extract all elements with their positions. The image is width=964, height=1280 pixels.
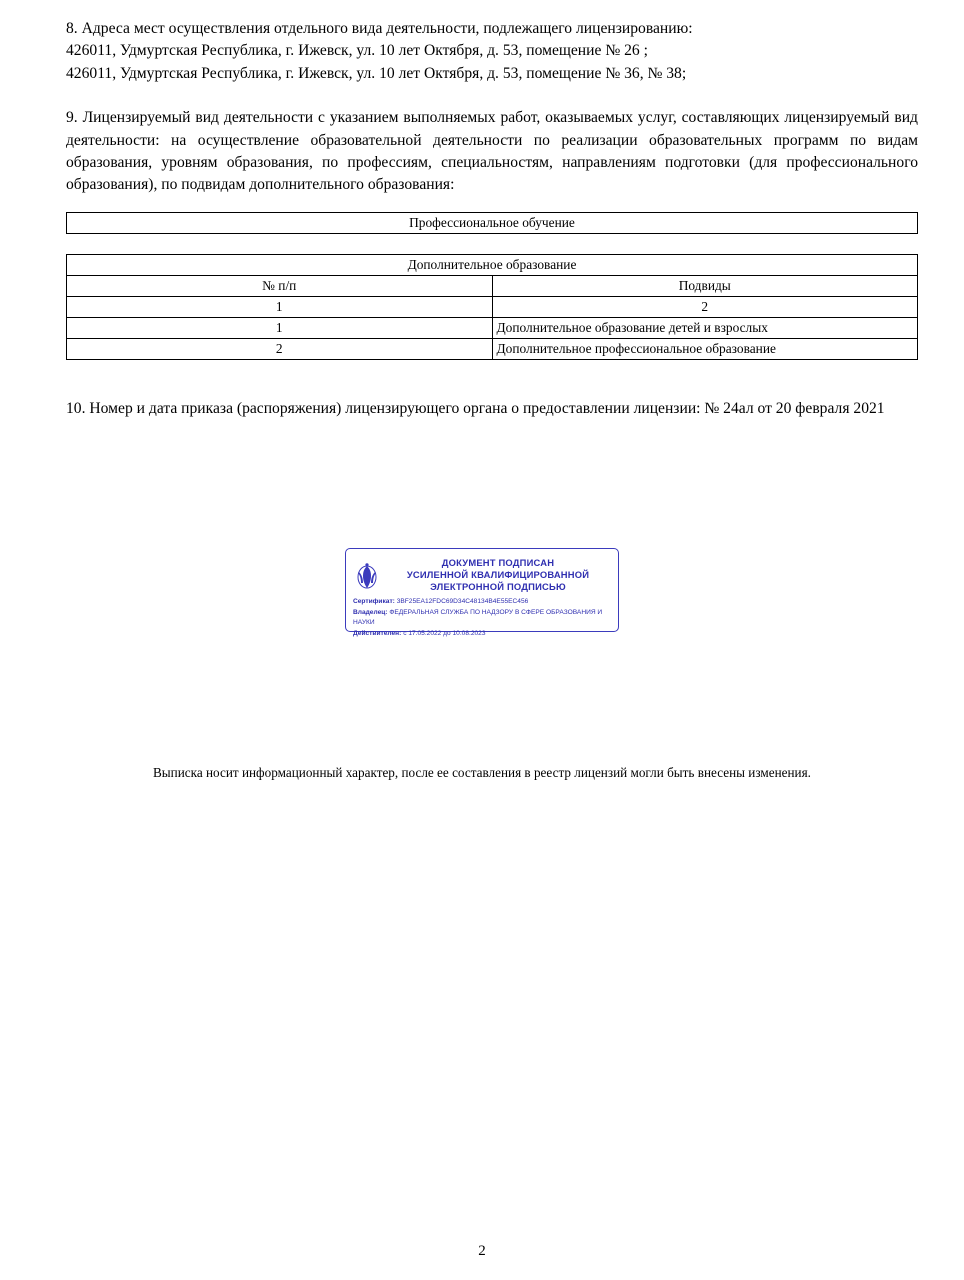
section-10-text: 10. Номер и дата приказа (распоряжения) лицензирующего органа о предоставлении лицензии: № 24ал от 20 февраля 2021: [66, 399, 885, 417]
row-2-number: 2: [67, 338, 493, 359]
row-1-number: 1: [67, 317, 493, 338]
signature-owner-label: Владелец:: [353, 608, 388, 616]
column-number-1: 1: [67, 296, 493, 317]
column-header-subtypes: Подвиды: [492, 275, 918, 296]
signature-details: [353, 597, 615, 639]
row-2-name: Дополнительное профессиональное образование: [492, 338, 918, 359]
column-header-number: № п/п: [67, 275, 493, 296]
signature-owner-value: ФЕДЕРАЛЬНАЯ СЛУЖБА ПО НАДЗОРУ В СФЕРЕ ОБРАЗОВАНИЯ И НАУКИ: [353, 608, 603, 627]
table-row: [67, 275, 918, 296]
signature-certificate-row: [353, 597, 615, 608]
section-9-text: 9. Лицензируемый вид деятельности с указанием выполняемых работ, оказываемых услуг, составляющих лицензируемый вид деятельности: на осуществление образовательной деятельности по реализации образовательных программ по видам образования, уровням образования, по профессиям, специальностям, направлениям подготовки (для профессионального образования), по подвидам дополнительного образования:: [66, 109, 918, 193]
signature-certificate-label: Сертификат:: [353, 598, 395, 605]
table-row: [67, 338, 918, 359]
spacer-4: [66, 360, 918, 398]
table-vocational-training: [66, 212, 918, 234]
page-number: 2: [478, 1243, 486, 1259]
table-row: [67, 317, 918, 338]
table-additional-title: Дополнительное образование: [67, 254, 918, 275]
signature-certificate-value: 3BF25EA12FDC69D34C48134B4E55EC456: [396, 598, 529, 605]
table-vocational-title: Профессиональное обучение: [67, 212, 918, 233]
row-1-name: Дополнительное образование детей и взрослых: [492, 317, 918, 338]
section-8-address-2: 426011, Удмуртская Республика, г. Ижевск, ул. 10 лет Октября, д. 53, помещение № 36, № 38;: [66, 64, 687, 82]
signature-valid-label: Действителен:: [353, 629, 402, 637]
spacer-1: [66, 85, 918, 107]
section-8-heading: 8. Адреса мест осуществления отдельного вида деятельности, подлежащего лицензированию:: [66, 20, 693, 37]
signature-title-line-3: ЭЛЕКТРОННОЙ ПОДПИСЬЮ: [430, 581, 566, 593]
document-content: [66, 18, 918, 420]
signature-title-line-1: ДОКУМЕНТ ПОДПИСАН: [441, 557, 555, 568]
footer-note: Выписка носит информационный характер, после ее составления в реестр лицензий могли быть внесены изменения.: [153, 765, 811, 780]
electronic-signature-stamp: [345, 548, 619, 637]
column-number-2: 2: [492, 296, 918, 317]
signature-valid-row: [353, 629, 615, 640]
table-additional-education: [66, 254, 918, 360]
signature-title-line-2: УСИЛЕННОЙ КВАЛИФИЦИРОВАННОЙ: [406, 569, 590, 581]
table-row: [67, 296, 918, 317]
signature-valid-value: с 17.05.2022 до 10.08.2023: [403, 629, 486, 637]
section-8-address-1: 426011, Удмуртская Республика, г. Ижевск, ул. 10 лет Октября, д. 53, помещение № 26 ;: [66, 42, 648, 60]
coat-of-arms-icon: [354, 563, 380, 593]
table-row: [67, 212, 918, 233]
table-row: [67, 254, 918, 275]
spacer-2: [66, 196, 918, 212]
signature-title: [384, 557, 612, 593]
signature-owner-row: [353, 608, 615, 629]
spacer-3: [66, 234, 918, 254]
